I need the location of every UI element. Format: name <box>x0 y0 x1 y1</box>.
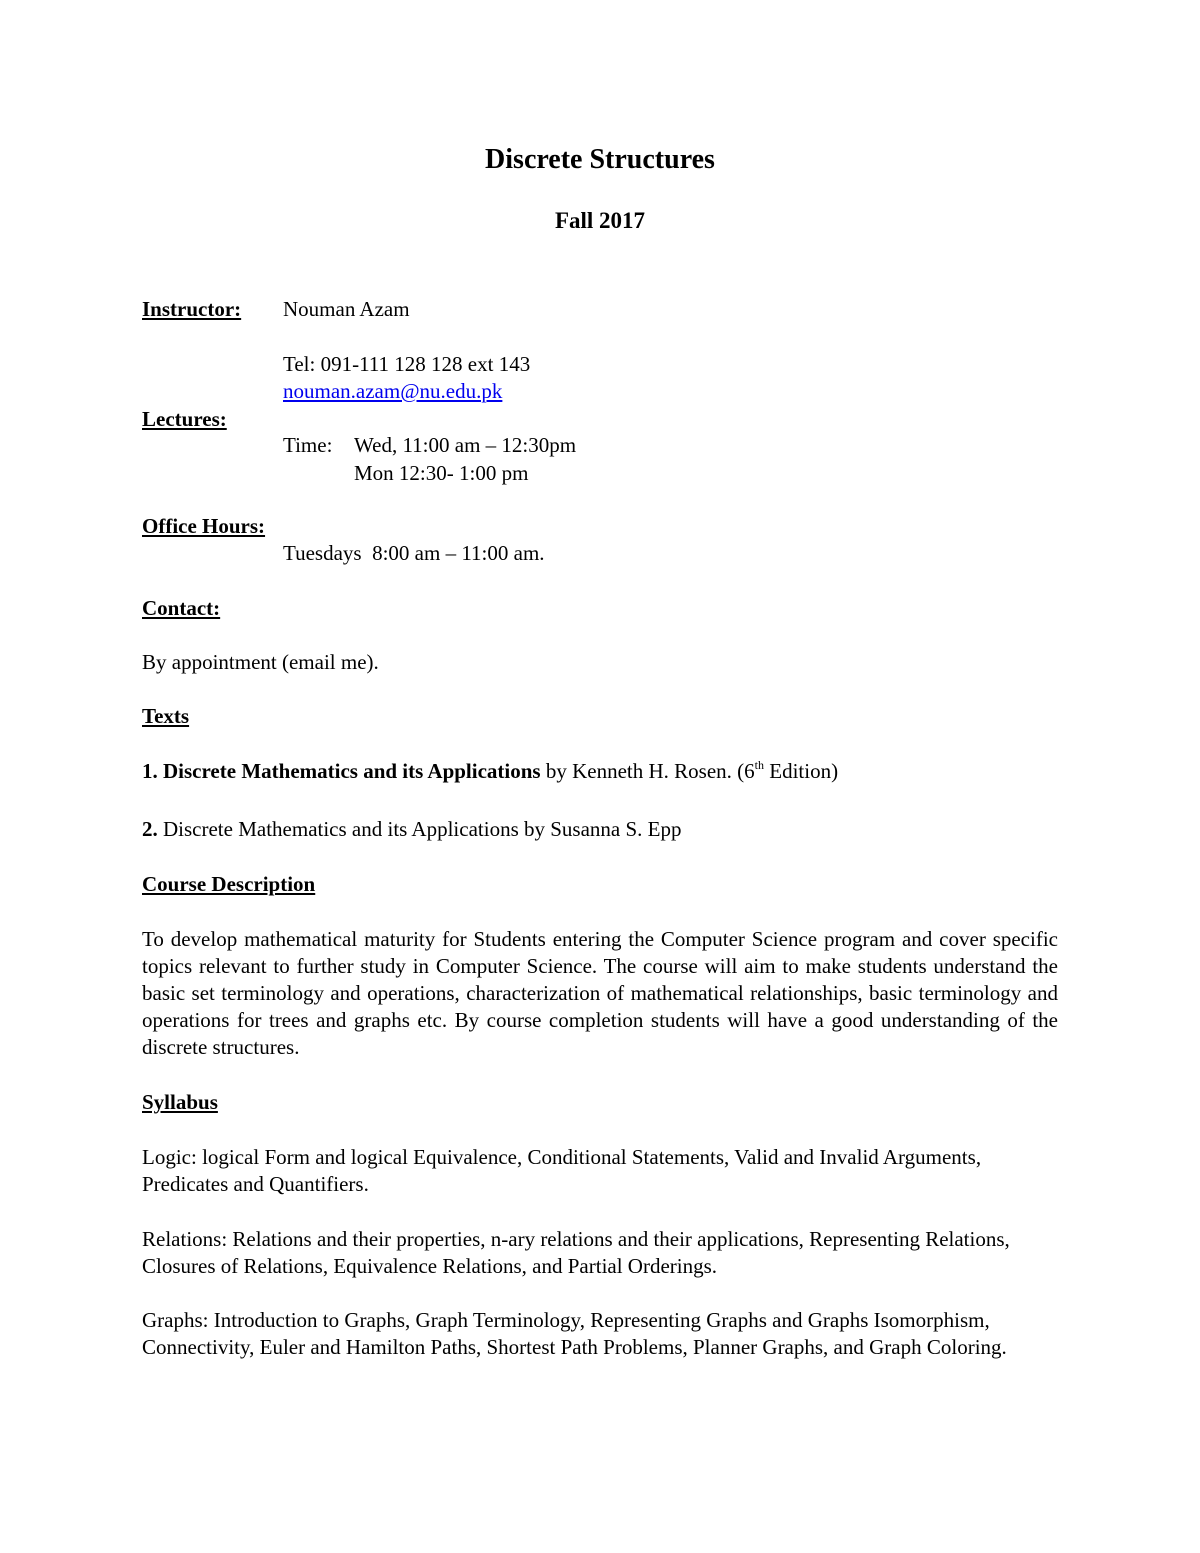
book-1-title: Discrete Mathematics and its Applications <box>163 759 541 783</box>
syllabus-graphs: Graphs: Introduction to Graphs, Graph Terminology, Representing Graphs and Graphs Isomorphism, Connectivity, Euler and Hamilton Paths, Shortest Path Problems, Planner Graphs, and Graph Coloring. <box>142 1308 1007 1359</box>
lectures-time-label: Time: <box>283 433 333 457</box>
lectures-slot-2: Mon 12:30- 1:00 pm <box>354 461 529 485</box>
course-term: Fall 2017 <box>554 208 646 233</box>
course-description-text: To develop mathematical maturity for Students entering the Computer Science program and cover specific topics relevant to further study in Computer Science. The course will aim to make students understand the basic set terminology and operations, characterization of mathematical relationships, basic terminology and operations for trees and graphs etc. By course completion students will have a good understanding of the discrete structures. <box>142 927 1058 1059</box>
book-1-author: by Kenneth H. Rosen. (6 <box>545 759 755 783</box>
contact-label: Contact: <box>142 596 221 620</box>
syllabus-logic: Logic: logical Form and logical Equivalence, Conditional Statements, Valid and Invalid Arguments, Predicates and Quantifiers. <box>142 1145 982 1196</box>
syllabus-label: Syllabus <box>142 1090 218 1114</box>
instructor-tel: Tel: 091-111 128 128 ext 143 <box>283 352 531 376</box>
instructor-label: Instructor: <box>142 297 242 321</box>
course-title: Discrete Structures <box>485 144 715 175</box>
texts-label: Texts <box>142 704 190 728</box>
book-2-details: Discrete Mathematics and its Applications by Susanna S. Epp <box>163 817 682 841</box>
course-description-label: Course Description <box>142 872 316 896</box>
lectures-label: Lectures: <box>142 407 227 431</box>
book-1-number: 1. <box>142 759 158 783</box>
instructor-email-link[interactable]: nouman.azam@nu.edu.pk <box>283 379 503 403</box>
syllabus-relations: Relations: Relations and their properties, n-ary relations and their applications, Representing Relations, Closures of Relations, Equivalence Relations, and Partial Orderings. <box>142 1227 1010 1278</box>
book-1-edition-sup: th <box>754 758 764 772</box>
text-book-2 <box>142 817 682 842</box>
book-2-number: 2. <box>142 817 158 841</box>
office-hours-label: Office Hours: <box>142 514 266 538</box>
book-1-edition-tail: Edition) <box>764 759 839 783</box>
instructor-name: Nouman Azam <box>283 297 410 321</box>
lectures-slot-1: Wed, 11:00 am – 12:30pm <box>354 433 577 457</box>
office-hours-value: Tuesdays 8:00 am – 11:00 am. <box>283 541 545 565</box>
contact-value: By appointment (email me). <box>142 650 379 674</box>
text-book-1 <box>142 759 838 784</box>
